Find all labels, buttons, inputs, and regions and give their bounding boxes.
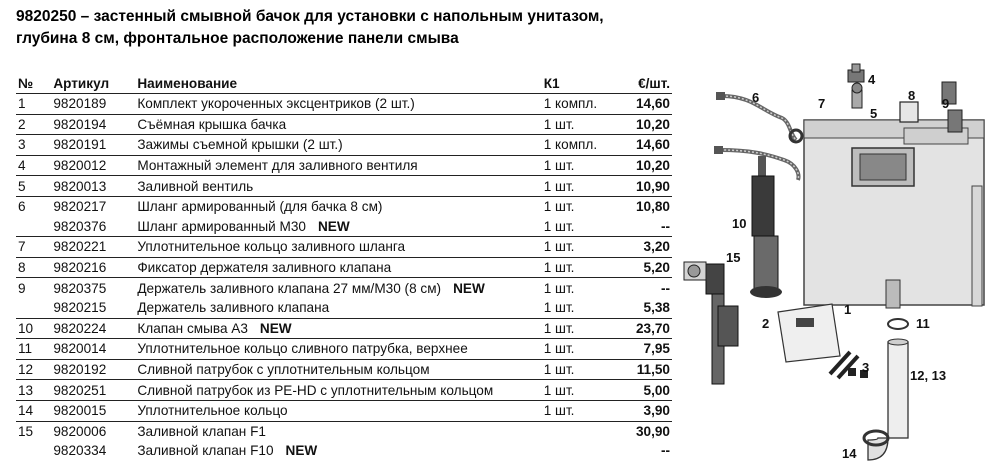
mount-element-part-4 xyxy=(848,64,864,82)
row-price: 10,90 xyxy=(613,176,672,197)
row-unit: 1 шт. xyxy=(542,217,614,237)
front-cover-part-2 xyxy=(778,304,840,362)
row-article: 9820376 xyxy=(51,217,135,237)
row-number: 11 xyxy=(16,339,51,360)
braided-hose-part-6-lower xyxy=(714,146,798,180)
row-price: 5,38 xyxy=(613,298,672,318)
row-number: 3 xyxy=(16,135,51,156)
callout-4: 4 xyxy=(868,72,876,87)
table-row xyxy=(16,135,672,156)
row-article: 9820334 xyxy=(53,443,107,459)
row-unit: 1 шт. xyxy=(542,380,614,401)
row-price: 23,70 xyxy=(613,318,672,339)
callout-8: 8 xyxy=(908,88,916,103)
row-unit: 1 шт. xyxy=(542,155,614,176)
row-number: 6 xyxy=(18,199,26,215)
callout-12-13: 12, 13 xyxy=(910,368,947,383)
row-article: 9820375 xyxy=(53,280,107,296)
fixer-part-8 xyxy=(900,102,918,122)
new-badge: NEW xyxy=(259,320,292,336)
row-article: 9820224 xyxy=(51,318,135,339)
spare-parts-table xyxy=(16,74,672,461)
row-price: 5,20 xyxy=(613,257,672,278)
row-name xyxy=(135,278,541,298)
title-line-2: глубина 8 см, фронтальное расположение панели смыва xyxy=(16,30,459,47)
document-title xyxy=(16,6,656,50)
row-article: 9820251 xyxy=(51,380,135,401)
callout-7: 7 xyxy=(818,96,826,111)
table-row xyxy=(16,94,672,115)
row-name xyxy=(135,217,541,237)
row-unit: 1 компл. xyxy=(542,135,614,156)
header-article: Артикул xyxy=(51,74,135,94)
callout-5: 5 xyxy=(870,106,878,121)
row-article: 9820191 xyxy=(51,135,135,156)
row-unit: 1 шт. xyxy=(542,257,614,278)
table-row xyxy=(16,114,672,135)
row-name: Съёмная крышка бачка xyxy=(135,114,541,135)
row-number: 10 xyxy=(16,318,51,339)
row-number: 9 xyxy=(18,280,26,296)
row-name: Заливной вентиль xyxy=(135,176,541,197)
flush-valve-part-10 xyxy=(750,156,782,298)
row-price: 30,90 xyxy=(635,423,670,439)
exploded-parts-diagram xyxy=(672,56,1000,473)
row-number: 4 xyxy=(16,155,51,176)
table-row xyxy=(16,176,672,197)
row-number: 7 xyxy=(16,237,51,258)
row-name: Заливной клапан F1 xyxy=(137,423,266,439)
row-number: 8 xyxy=(16,257,51,278)
title-line-1: 9820250 – застенный смывной бачок для установки с напольным унитазом, xyxy=(16,8,604,25)
table-header-row xyxy=(16,74,672,94)
row-name: Зажимы съемной крышки (2 шт.) xyxy=(135,135,541,156)
row-unit xyxy=(542,421,614,441)
row-name: Уплотнительное кольцо xyxy=(135,400,541,421)
row-unit: 1 шт. xyxy=(542,318,614,339)
row-article: 9820013 xyxy=(51,176,135,197)
new-badge: NEW xyxy=(317,218,350,234)
row-number: 14 xyxy=(16,400,51,421)
callout-11: 11 xyxy=(916,316,930,331)
table-row xyxy=(16,400,672,421)
row-price: 7,95 xyxy=(613,339,672,360)
row-price: 14,60 xyxy=(613,135,672,156)
row-price: 14,60 xyxy=(613,94,672,115)
row-article: 9820189 xyxy=(51,94,135,115)
row-name xyxy=(135,441,541,461)
table-row xyxy=(16,441,672,461)
fill-valve-assembly-part-15 xyxy=(684,262,738,384)
row-unit xyxy=(542,441,614,461)
row-name: Уплотнительное кольцо сливного патрубка, верхнее xyxy=(135,339,541,360)
row-name: Держатель заливного клапана xyxy=(135,298,541,318)
row-name: Фиксатор держателя заливного клапана xyxy=(135,257,541,278)
row-unit: 1 шт. xyxy=(542,339,614,360)
row-number: 13 xyxy=(16,380,51,401)
row-name: Шланг армированный (для бачка 8 см) xyxy=(137,199,383,215)
row-unit: 1 шт. xyxy=(542,400,614,421)
row-price: -- xyxy=(660,443,670,459)
table-row xyxy=(16,339,672,360)
row-number: 12 xyxy=(16,359,51,380)
row-number xyxy=(16,298,51,318)
row-price: -- xyxy=(660,280,670,296)
row-unit: 1 шт. xyxy=(542,114,614,135)
callout-3: 3 xyxy=(862,360,870,375)
row-number: 2 xyxy=(16,114,51,135)
row-article: 9820012 xyxy=(51,155,135,176)
row-article: 9820215 xyxy=(51,298,135,318)
row-name-text: Держатель заливного клапана 27 мм/М30 (8 см) xyxy=(137,280,442,296)
row-price: 10,20 xyxy=(613,155,672,176)
table-row xyxy=(16,318,672,339)
callout-2: 2 xyxy=(762,316,770,331)
row-article: 9820216 xyxy=(51,257,135,278)
row-number xyxy=(16,441,51,461)
row-article: 9820015 xyxy=(51,400,135,421)
callout-1: 1 xyxy=(844,302,852,317)
header-name: Наименование xyxy=(135,74,541,94)
row-number xyxy=(16,217,51,237)
row-number: 1 xyxy=(16,94,51,115)
table-row xyxy=(16,278,672,298)
header-unit: К1 xyxy=(542,74,614,94)
callout-10: 10 xyxy=(732,216,747,231)
row-name: Комплект укороченных эксцентриков (2 шт.) xyxy=(135,94,541,115)
row-price: -- xyxy=(613,217,672,237)
callout-9: 9 xyxy=(942,96,950,111)
row-price: 3,20 xyxy=(613,237,672,258)
row-unit: 1 шт. xyxy=(542,298,614,318)
header-price: €/шт. xyxy=(613,74,672,94)
table-row xyxy=(16,380,672,401)
new-badge: NEW xyxy=(453,280,485,296)
row-price: 3,90 xyxy=(613,400,672,421)
callout-14: 14 xyxy=(842,446,857,461)
row-unit: 1 компл. xyxy=(542,94,614,115)
row-price: 10,80 xyxy=(635,199,670,215)
table-row xyxy=(16,217,672,237)
row-article: 9820006 xyxy=(53,423,107,439)
row-unit: 1 шт. xyxy=(542,176,614,197)
row-name: Уплотнительное кольцо заливного шланга xyxy=(135,237,541,258)
table-row xyxy=(16,155,672,176)
new-badge: NEW xyxy=(285,443,318,459)
row-name xyxy=(135,318,541,339)
row-article: 9820014 xyxy=(51,339,135,360)
table-row xyxy=(16,257,672,278)
row-price: 10,20 xyxy=(613,114,672,135)
row-unit: 1 шт. xyxy=(543,280,575,296)
row-price: 11,50 xyxy=(613,359,672,380)
table-row xyxy=(16,298,672,318)
row-article: 9820194 xyxy=(51,114,135,135)
table-row xyxy=(16,237,672,258)
row-article: 9820192 xyxy=(51,359,135,380)
row-article: 9820217 xyxy=(53,199,107,215)
table-row xyxy=(16,359,672,380)
row-name-text: Заливной клапан F10 xyxy=(137,443,274,459)
table-row xyxy=(16,196,672,216)
row-number: 15 xyxy=(18,423,34,439)
header-number: № xyxy=(16,74,51,94)
row-name: Монтажный элемент для заливного вентиля xyxy=(135,155,541,176)
row-article: 9820221 xyxy=(51,237,135,258)
row-name: Сливной патрубок из PE-HD с уплотнительным кольцом xyxy=(135,380,541,401)
fill-valve-part-5 xyxy=(852,83,862,108)
row-price: 5,00 xyxy=(613,380,672,401)
callout-15: 15 xyxy=(726,250,741,265)
row-name-text: Шланг армированный М30 xyxy=(137,218,306,234)
row-unit: 1 шт. xyxy=(542,237,614,258)
row-name: Сливной патрубок с уплотнительным кольцом xyxy=(135,359,541,380)
row-unit: 1 шт. xyxy=(542,359,614,380)
callout-6: 6 xyxy=(752,90,760,105)
row-number: 5 xyxy=(16,176,51,197)
row-unit: 1 шт. xyxy=(543,199,575,215)
row-name-text: Клапан смыва А3 xyxy=(137,320,248,336)
drain-gasket-part-11 xyxy=(888,319,908,329)
table-row xyxy=(16,421,672,441)
cistern-body xyxy=(804,120,984,308)
